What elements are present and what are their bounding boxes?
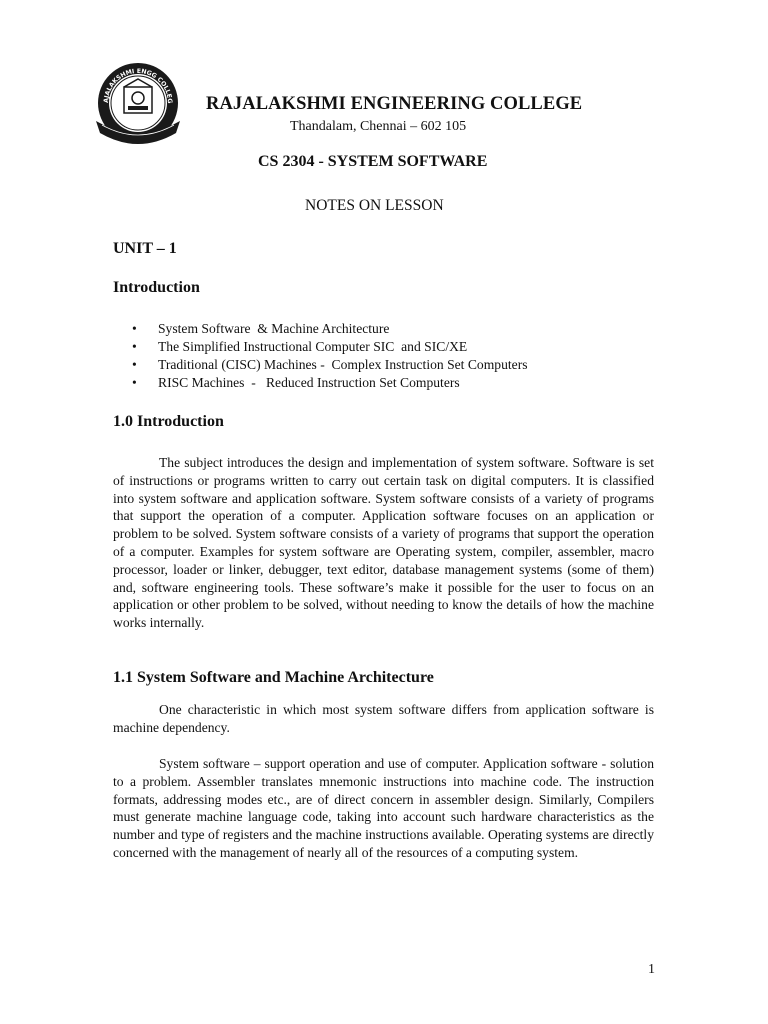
topic-list	[113, 320, 528, 392]
list-item	[113, 374, 528, 392]
section-1-1-paragraph-1: One characteristic in which most system software differs from application software is machine dependency.	[113, 702, 654, 735]
list-item	[113, 338, 528, 356]
bullet-icon: •	[132, 357, 137, 372]
section-1-0-paragraph: The subject introduces the design and implementation of system software. Software is set of instructions or programs written to carry out certain task on digital computers. It is classified into system software and application software. System software consists of a variety of programs that support the operation of a computer. Application software focuses on an application or problem to be solved. System software consists of a variety of programs that support the operation of a computer. Examples for system software are Operating system, compiler, assembler, macro processor, loader or linker, debugger, text editor, database management systems (some of them) and, software engineering tools. These software’s make it possible for the user to focus on an application or other problem to be solved, without needing to know the details of how the machine works internally.	[113, 455, 654, 631]
list-item-text: RISC Machines - Reduced Instruction Set Computers	[158, 375, 460, 390]
list-item-text: System Software & Machine Architecture	[158, 321, 390, 336]
section-1-1-paragraph-2: System software – support operation and use of computer. Application software - solution to a problem. Assembler translates mnemonic instructions into machine code. The instruction formats, addressing modes etc., are of direct concern in assembler design. Similarly, Compilers must generate machine language code, taking into account such hardware characteristics as the number and type of registers and the machine instructions available. Operating systems are directly concerned with the management of nearly all of the resources of a computing system.	[113, 756, 654, 860]
bullet-icon: •	[132, 339, 137, 354]
list-item	[113, 356, 528, 374]
notes-title: NOTES ON LESSON	[305, 197, 444, 214]
introduction-heading: Introduction	[113, 279, 200, 296]
bullet-icon: •	[132, 321, 137, 336]
college-name: RAJALAKSHMI ENGINEERING COLLEGE	[206, 94, 583, 114]
section-1-0-heading: 1.0 Introduction	[113, 413, 224, 430]
course-title: CS 2304 - SYSTEM SOFTWARE	[258, 153, 488, 170]
section-1-1-heading: 1.1 System Software and Machine Architecture	[113, 669, 434, 686]
college-logo	[88, 53, 188, 153]
svg-text:RAJALAKSHMI ENGG COLLEGE: AJALAKSHMI ENGG COLLEG	[102, 67, 174, 104]
page-number: 1	[648, 962, 655, 977]
unit-title: UNIT – 1	[113, 240, 177, 257]
list-item-text: The Simplified Instructional Computer SIC and SIC/XE	[158, 339, 468, 354]
college-address: Thandalam, Chennai – 602 105	[290, 119, 467, 134]
bullet-icon: •	[132, 375, 137, 390]
list-item	[113, 320, 528, 338]
list-item-text: Traditional (CISC) Machines - Complex Instruction Set Computers	[158, 357, 528, 372]
